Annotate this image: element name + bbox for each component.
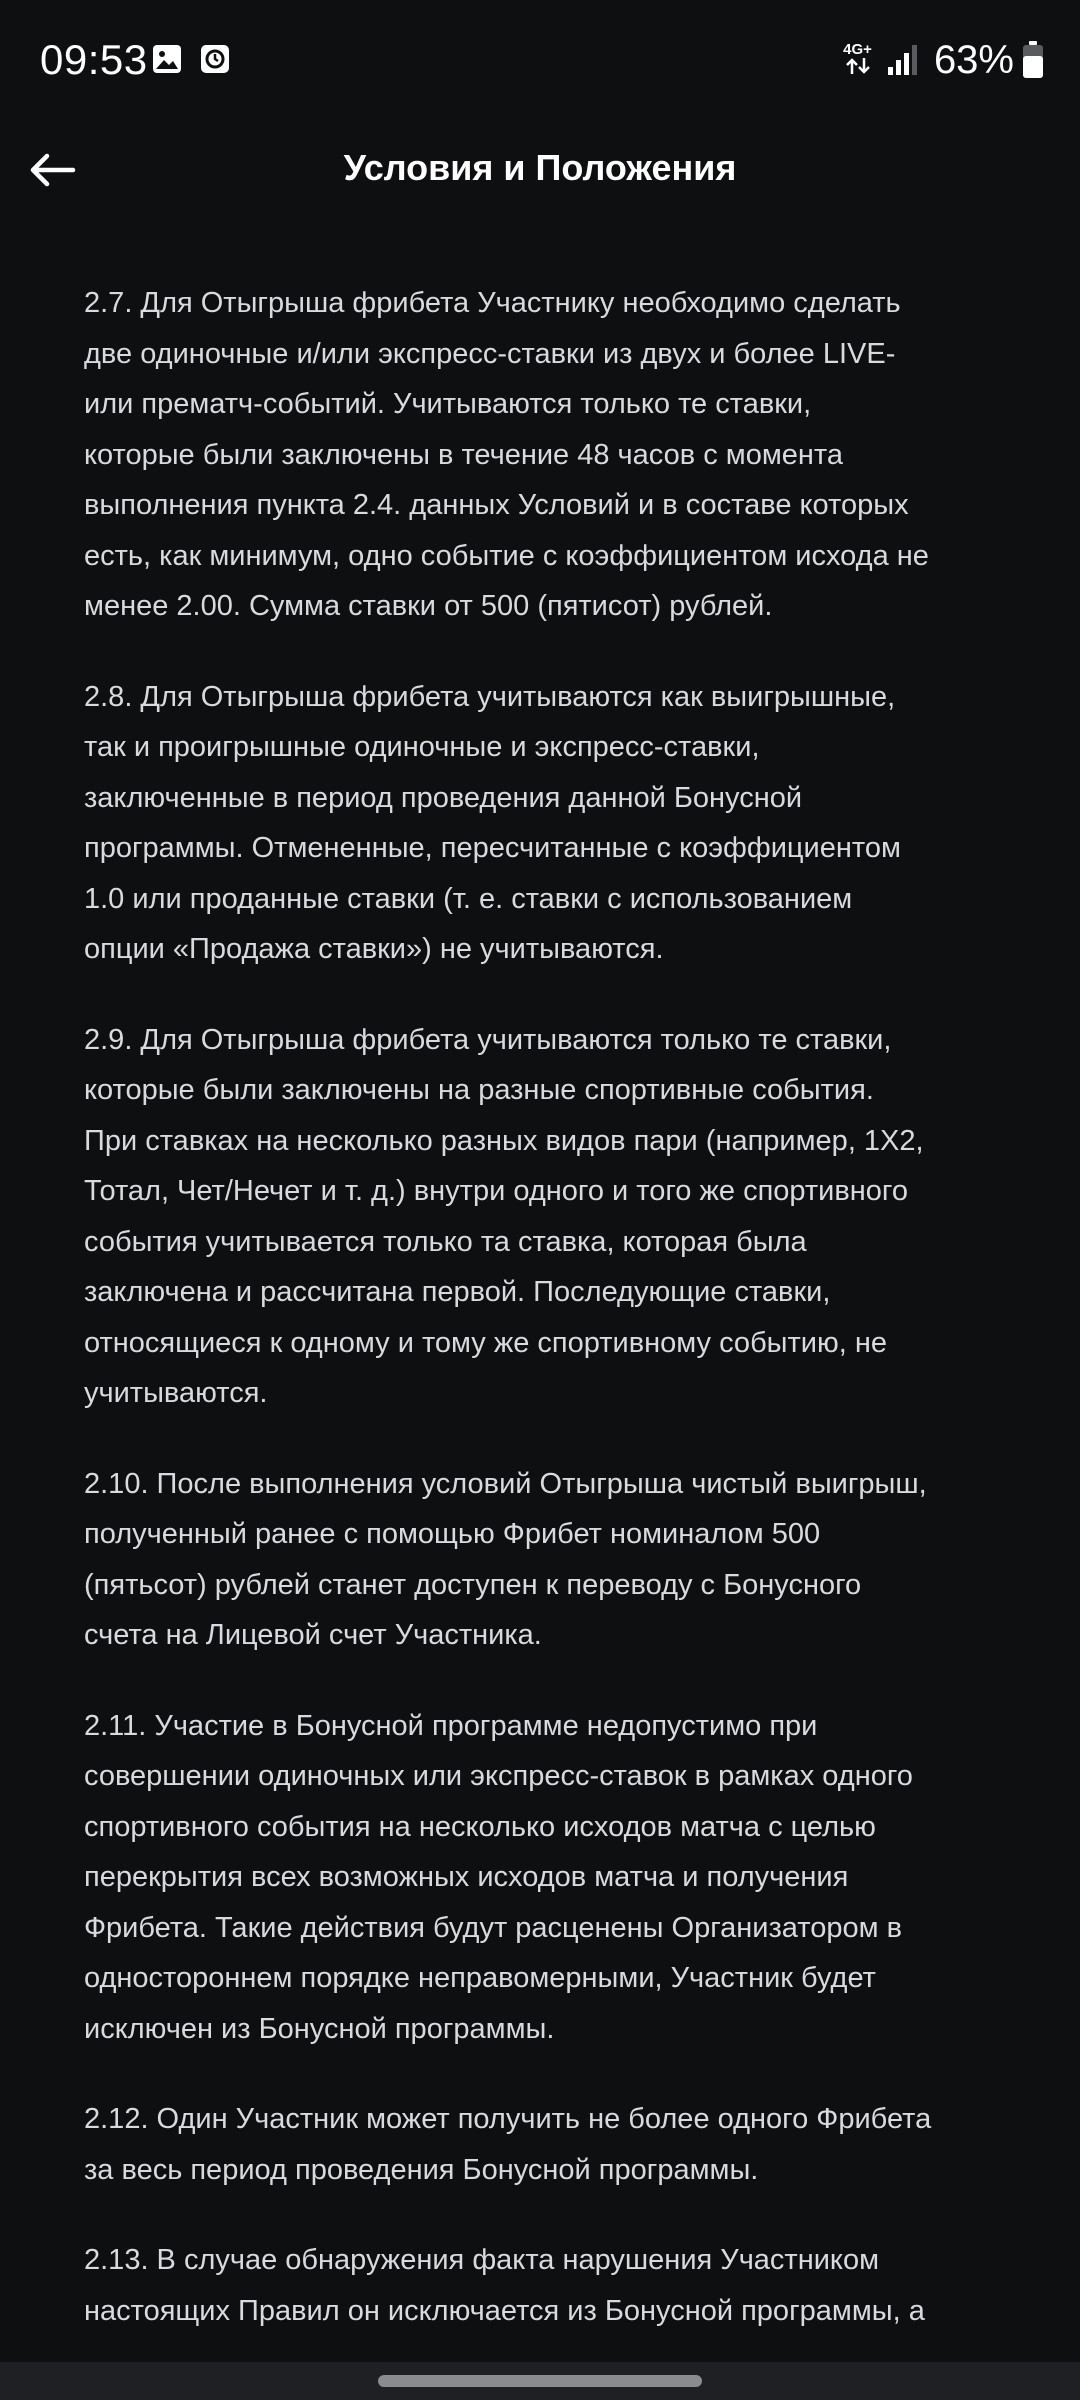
page-title: Условия и Положения xyxy=(343,147,737,188)
status-right-group xyxy=(843,34,1044,86)
clause-2-10: 2.10. После выполнения условий Отыгрыша чистый выигрыш, полученный ранее с помощью Фрибет номиналом 500 (пятьсот) рублей станет доступен к переводу с Бонусного счета на Лицевой счет Участника. xyxy=(84,1467,927,1651)
app-bar xyxy=(0,120,1080,220)
clause-2-9: 2.9. Для Отыгрыша фрибета учитываются только те ставки, которые были заключены на разные спортивные события. При ставках на несколько разных видов пари (например, 1X2, Тотал, Чет/Нечет и т. д.) внутри одного и того же спортивного события учитывается только та ставка, которая была заключена и рассчитана первой. Последующие ставки, относящиеся к одному и тому же спортивному событию, не учитываются. xyxy=(84,1023,924,1409)
clause-2-12: 2.12. Один Участник может получить не более одного Фрибета за весь период проведения Бонусной программы. xyxy=(84,2103,932,2186)
network-type-label: 4G+ xyxy=(843,41,872,58)
status-bar xyxy=(0,0,1080,120)
terms-content[interactable] xyxy=(84,278,1004,2358)
clause-2-8: 2.8. Для Отыгрыша фрибета учитываются как выигрышные, так и проигрышные одиночные и экспресс-ставки, заключенные в период проведения данной Бонусной программы. Отмененные, пересчитанные с коэффициентом 1.0 или проданные ставки (т. е. ставки с использованием опции «Продажа ставки») не учитываются. xyxy=(84,680,901,965)
battery-icon xyxy=(1022,41,1044,79)
home-gesture-handle[interactable] xyxy=(378,2375,702,2387)
data-arrows-icon xyxy=(845,57,871,75)
network-type xyxy=(843,42,872,78)
clock-notification-icon xyxy=(200,44,230,74)
battery-percent: 63% xyxy=(933,37,1014,82)
clause-2-7: 2.7. Для Отыгрыша фрибета Участнику необходимо сделать две одиночные и/или экспресс-ставки из двух и более LIVE- или прематч-событий. Учитываются только те ставки, которые были заключены в течение 48 часов с момента выполнения пункта 2.4. данных Условий и в составе которых есть, как минимум, одно событие с коэффициентом исхода не менее 2.00. Сумма ставки от 500 (пятисот) рублей. xyxy=(84,287,929,622)
clause-2-13: 2.13. В случае обнаружения факта нарушения Участником настоящих Правил он исключается из Бонусной программы, а xyxy=(84,2244,925,2327)
navigation-bar xyxy=(0,2362,1080,2400)
status-time: 09:53 xyxy=(40,36,148,83)
gallery-icon xyxy=(152,44,182,74)
signal-icon xyxy=(886,43,920,77)
clause-2-11: 2.11. Участие в Бонусной программе недопустимо при совершении одиночных или экспресс-ставок в рамках одного спортивного события на несколько исходов матча с целью перекрытия всех возможных исходов матча и получения Фрибета. Такие действия будут расценены Организатором в одностороннем порядке неправомерными, Участник будет исключен из Бонусной программы. xyxy=(84,1709,913,2045)
